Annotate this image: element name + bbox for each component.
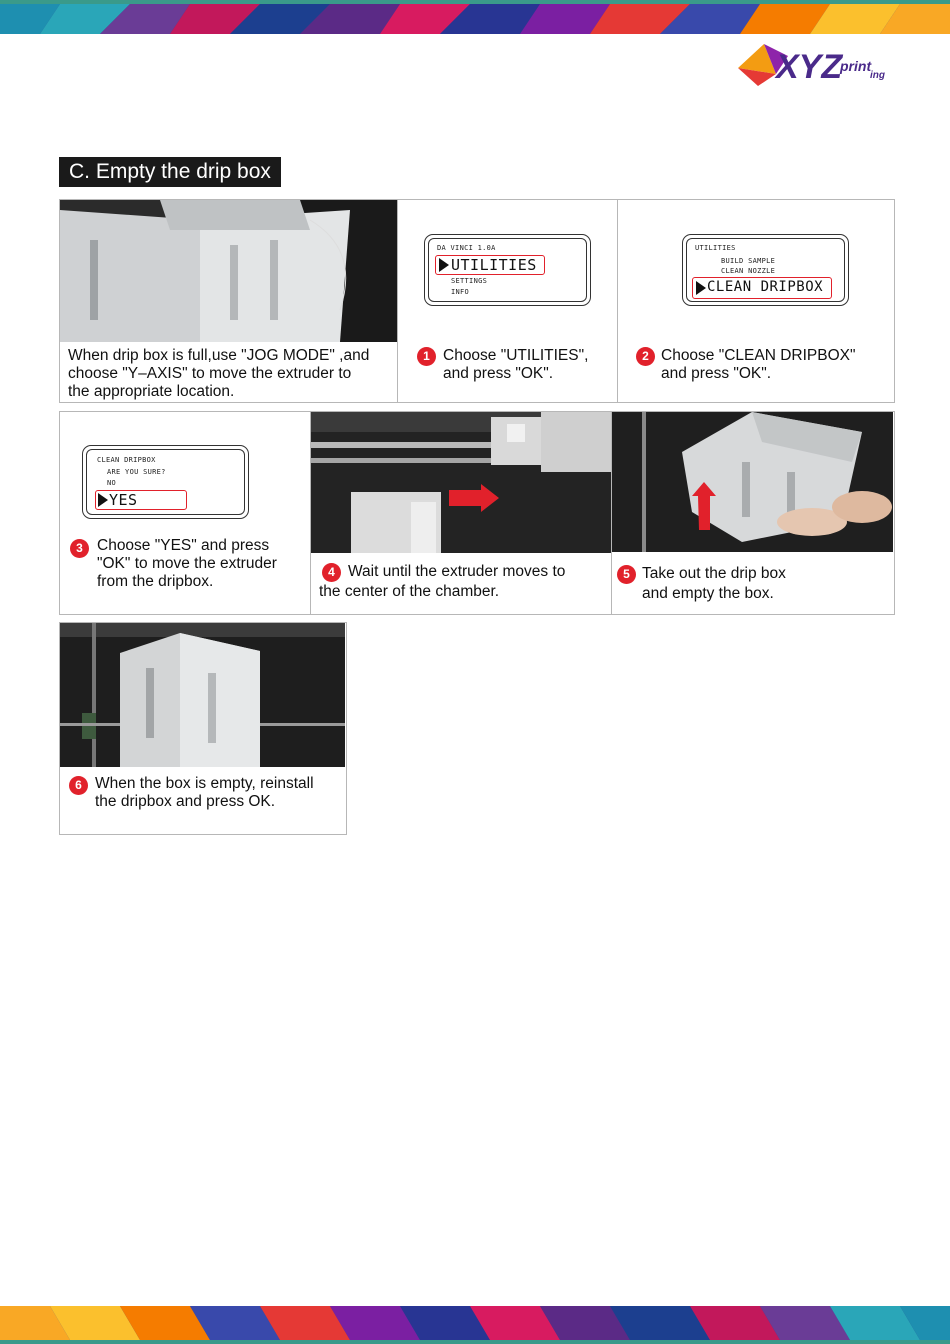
step-caption <box>319 563 565 601</box>
step-line: the center of the chamber. <box>319 583 500 600</box>
step-line: Wait until the extruder moves to <box>348 563 566 580</box>
step-line: Take out the drip box <box>642 565 786 582</box>
lcd-header: UTILITIES <box>695 244 736 252</box>
step-number-badge: 3 <box>70 539 89 558</box>
step-line: and press "OK". <box>443 365 554 382</box>
lcd-cursor-icon <box>98 493 108 507</box>
lcd-item: CLEAN NOZZLE <box>721 267 776 275</box>
step-line: Choose "UTILITIES", <box>443 347 589 364</box>
top-band-graphic <box>0 4 950 34</box>
intro-caption <box>68 347 369 401</box>
step-line: from the dripbox. <box>97 573 214 590</box>
reinstall-dripbox-photo-graphic <box>60 623 345 767</box>
step-caption <box>661 347 856 383</box>
top-color-band <box>0 0 950 34</box>
xyzprinting-logo <box>736 34 896 94</box>
lcd-item: ARE YOU SURE? <box>107 468 166 476</box>
step-caption <box>642 565 786 603</box>
lcd-item: NO <box>107 479 117 487</box>
step-card-6 <box>59 622 347 835</box>
step-number-badge: 6 <box>69 776 88 795</box>
extruder-photo <box>311 412 611 553</box>
step-line: Choose "CLEAN DRIPBOX" <box>661 347 856 364</box>
intro-line: the appropriate location. <box>68 383 235 400</box>
step-number-badge: 4 <box>322 563 341 582</box>
lcd-item: BUILD SAMPLE <box>721 257 776 265</box>
step-card-5 <box>611 411 895 615</box>
step-number-badge: 2 <box>636 347 655 366</box>
step-card-1 <box>397 199 619 403</box>
step-caption <box>97 537 277 591</box>
step-line: "OK" to move the extruder <box>97 555 277 572</box>
lcd-screen-confirm <box>82 445 249 519</box>
step-number-badge: 1 <box>417 347 436 366</box>
remove-dripbox-photo <box>612 412 893 552</box>
intro-line: choose "Y–AXIS" to move the extruder to <box>68 365 352 382</box>
lcd-item: SETTINGS <box>451 277 488 285</box>
step-card-3 <box>59 411 312 615</box>
logo-print-text: print <box>840 58 872 74</box>
step-line: and empty the box. <box>642 585 774 602</box>
step-line: When the box is empty, reinstall <box>95 775 314 792</box>
lcd-item: INFO <box>451 288 470 296</box>
lcd-screen-clean-dripbox <box>682 234 849 306</box>
remove-dripbox-photo-graphic <box>612 412 893 552</box>
lcd-header: CLEAN DRIPBOX <box>97 456 156 464</box>
lcd-header: DA VINCI 1.0A <box>437 244 496 252</box>
section-title: C. Empty the drip box <box>59 157 281 187</box>
lcd-selected-item: UTILITIES <box>451 256 537 274</box>
lcd-selected-item: CLEAN DRIPBOX <box>707 279 824 295</box>
extruder-photo-graphic <box>311 412 611 553</box>
step-number-badge: 5 <box>617 565 636 584</box>
logo-ing-text: ing <box>870 70 885 81</box>
logo-xyz-text: XYZ <box>776 48 843 86</box>
reinstall-dripbox-photo <box>60 623 345 767</box>
intro-line: When drip box is full,use "JOG MODE" ,and <box>68 347 370 364</box>
step-line: and press "OK". <box>661 365 772 382</box>
lcd-cursor-icon <box>439 258 449 272</box>
step-card-4 <box>310 411 613 615</box>
bottom-color-band <box>0 1306 950 1344</box>
lcd-cursor-icon <box>696 281 706 295</box>
bottom-band-graphic <box>0 1306 950 1340</box>
step-caption <box>443 347 588 383</box>
dripbox-photo <box>60 200 397 342</box>
step-caption <box>95 775 314 811</box>
step-line: Choose "YES" and press <box>97 537 270 554</box>
lcd-selected-item: YES <box>109 491 138 509</box>
intro-card <box>59 199 399 403</box>
step-card-2 <box>617 199 895 403</box>
step-line: the dripbox and press OK. <box>95 793 276 810</box>
dripbox-photo-graphic <box>60 200 397 342</box>
lcd-screen-utilities <box>424 234 591 306</box>
